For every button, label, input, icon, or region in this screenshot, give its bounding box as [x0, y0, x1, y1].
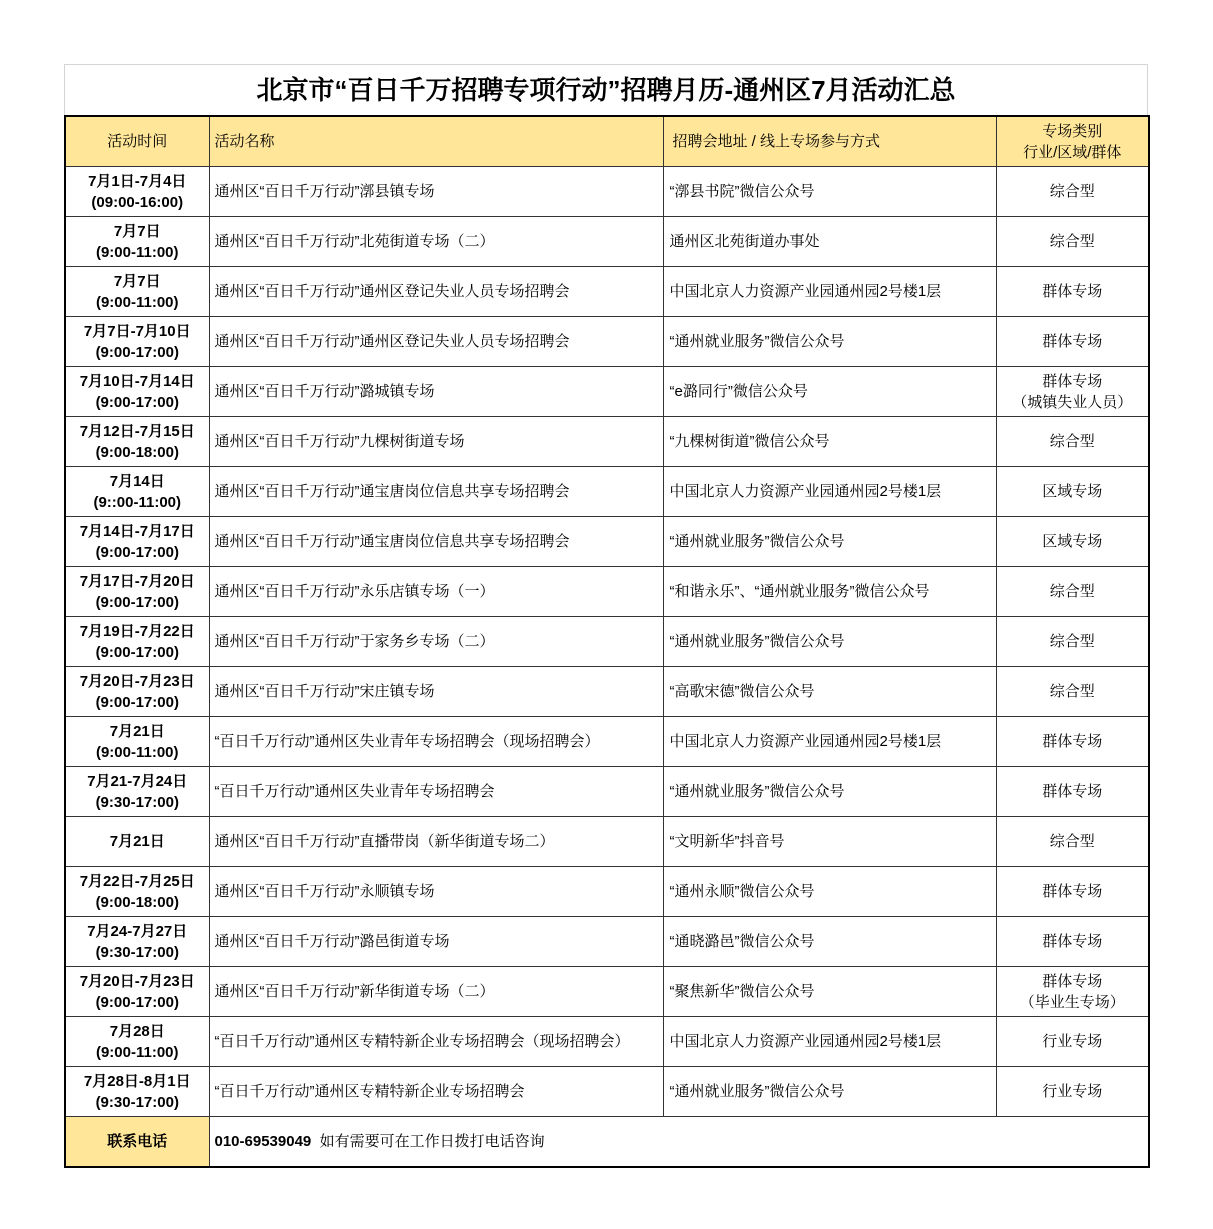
activity-category-cell	[996, 367, 1149, 417]
table-row	[65, 567, 1149, 617]
table-row	[65, 917, 1149, 967]
table-row	[65, 517, 1149, 567]
activity-category-cell	[996, 267, 1149, 317]
activity-address-cell: 中国北京人力资源产业园通州园2号楼1层	[663, 1017, 996, 1067]
activity-date: 7月14日-7月17日	[79, 522, 195, 540]
activity-name-cell: 通州区“百日千万行动”北苑街道专场（二）	[209, 217, 663, 267]
header-name: 活动名称	[209, 116, 663, 167]
activity-time-cell	[65, 767, 209, 817]
activity-hours: (9:00-17:00)	[95, 393, 179, 411]
activity-time-cell	[65, 517, 209, 567]
activity-address-cell: 中国北京人力资源产业园通州园2号楼1层	[663, 467, 996, 517]
contact-label: 联系电话	[65, 1117, 209, 1168]
activity-category-line: 综合型	[1049, 833, 1095, 850]
activity-time-cell	[65, 467, 209, 517]
activity-time-cell	[65, 217, 209, 267]
activity-category-cell	[996, 217, 1149, 267]
activity-category-cell	[996, 617, 1149, 667]
activity-hours: (9:00-17:00)	[95, 543, 179, 561]
table-row	[65, 317, 1149, 367]
activity-time-cell	[65, 267, 209, 317]
activity-time-cell	[65, 967, 209, 1017]
contact-value	[209, 1117, 1149, 1168]
table-row	[65, 1017, 1149, 1067]
activity-name-cell: “百日千万行动”通州区专精特新企业专场招聘会（现场招聘会）	[209, 1017, 663, 1067]
activity-date: 7月20日-7月23日	[79, 972, 195, 990]
activity-address-cell: “聚焦新华”微信公众号	[663, 967, 996, 1017]
activity-time-cell	[65, 317, 209, 367]
activity-hours: (9:30-17:00)	[95, 943, 179, 961]
activity-category-cell	[996, 767, 1149, 817]
contact-phone: 010-69539049	[214, 1133, 312, 1150]
table-row	[65, 617, 1149, 667]
activity-time-cell	[65, 1017, 209, 1067]
activity-hours: (9:00-17:00)	[95, 343, 179, 361]
table-row	[65, 167, 1149, 217]
activity-hours: (9:00-11:00)	[95, 293, 179, 311]
table-row	[65, 267, 1149, 317]
activity-hours: (9:00-17:00)	[95, 993, 179, 1011]
activity-category-line: 群体专场	[1042, 972, 1103, 990]
activity-category-line: 群体专场	[1042, 933, 1103, 950]
activity-address-cell: “通州永顺”微信公众号	[663, 867, 996, 917]
activity-time-cell	[65, 417, 209, 467]
activity-hours: (9:00-18:00)	[95, 443, 179, 461]
activity-time-cell	[65, 817, 209, 867]
activity-hours: (9:00-17:00)	[95, 693, 179, 711]
activity-date: 7月28日	[109, 1022, 165, 1040]
activity-hours: (9:00-17:00)	[95, 593, 179, 611]
activity-hours: (9:30-17:00)	[95, 793, 179, 811]
activity-address-cell: “e潞同行”微信公众号	[663, 367, 996, 417]
activity-category-line: 综合型	[1049, 183, 1095, 200]
activity-category-line: 区域专场	[1042, 533, 1103, 550]
activity-category-line: 综合型	[1049, 583, 1095, 600]
table-row	[65, 967, 1149, 1017]
activity-time-cell	[65, 667, 209, 717]
activity-name-cell: 通州区“百日千万行动”新华街道专场（二）	[209, 967, 663, 1017]
activity-hours: (9:00-18:00)	[95, 893, 179, 911]
activity-category-line: 群体专场	[1042, 333, 1103, 350]
activity-name-cell: 通州区“百日千万行动”永乐店镇专场（一）	[209, 567, 663, 617]
table-row	[65, 417, 1149, 467]
header-row	[65, 116, 1149, 167]
header-category-line2: 行业/区域/群体	[1023, 143, 1122, 161]
activity-address-cell: “通州就业服务”微信公众号	[663, 1067, 996, 1117]
activity-address-cell: 中国北京人力资源产业园通州园2号楼1层	[663, 717, 996, 767]
activity-name-cell: 通州区“百日千万行动”直播带岗（新华街道专场二）	[209, 817, 663, 867]
activity-category-cell	[996, 167, 1149, 217]
table-row	[65, 667, 1149, 717]
contact-row	[65, 1117, 1149, 1168]
table-row	[65, 867, 1149, 917]
table-row	[65, 817, 1149, 867]
activity-date: 7月21日	[109, 833, 165, 850]
activity-time-cell	[65, 717, 209, 767]
header-time: 活动时间	[65, 116, 209, 167]
activity-date: 7月17日-7月20日	[79, 572, 195, 590]
activity-date: 7月10日-7月14日	[79, 372, 195, 390]
activity-category-cell	[996, 467, 1149, 517]
activity-address-cell: “通州就业服务”微信公众号	[663, 517, 996, 567]
activity-name-cell: 通州区“百日千万行动”宋庄镇专场	[209, 667, 663, 717]
activity-category-cell	[996, 817, 1149, 867]
activity-name-cell: 通州区“百日千万行动”通州区登记失业人员专场招聘会	[209, 317, 663, 367]
activity-address-cell: “九棵树街道”微信公众号	[663, 417, 996, 467]
activity-name-cell: 通州区“百日千万行动”通宝唐岗位信息共享专场招聘会	[209, 517, 663, 567]
activity-category-cell	[996, 867, 1149, 917]
activity-time-cell	[65, 917, 209, 967]
activity-category-cell	[996, 517, 1149, 567]
activity-address-cell: “通晓潞邑”微信公众号	[663, 917, 996, 967]
activity-hours: (9:00-11:00)	[95, 243, 179, 261]
activity-category-cell	[996, 917, 1149, 967]
activity-time-cell	[65, 867, 209, 917]
activity-name-cell: “百日千万行动”通州区失业青年专场招聘会（现场招聘会）	[209, 717, 663, 767]
activity-name-cell: “百日千万行动”通州区专精特新企业专场招聘会	[209, 1067, 663, 1117]
header-category-line1: 专场类别	[1042, 122, 1103, 140]
activity-address-cell: 通州区北苑街道办事处	[663, 217, 996, 267]
activity-date: 7月20日-7月23日	[79, 672, 195, 690]
activity-name-cell: “百日千万行动”通州区失业青年专场招聘会	[209, 767, 663, 817]
activity-category-cell	[996, 967, 1149, 1017]
activity-category-line: 行业专场	[1042, 1033, 1103, 1050]
activity-category-line: 行业专场	[1042, 1083, 1103, 1100]
activity-date: 7月28日-8月1日	[83, 1072, 191, 1090]
header-category	[996, 116, 1149, 167]
schedule-table	[64, 115, 1150, 1168]
activity-date: 7月22日-7月25日	[79, 872, 195, 890]
table-row	[65, 217, 1149, 267]
table-row	[65, 467, 1149, 517]
activity-name-cell: 通州区“百日千万行动”于家务乡专场（二）	[209, 617, 663, 667]
activity-category-cell	[996, 417, 1149, 467]
activity-time-cell	[65, 167, 209, 217]
activity-address-cell: “高歌宋德”微信公众号	[663, 667, 996, 717]
table-row	[65, 367, 1149, 417]
activity-date: 7月14日	[109, 472, 165, 490]
activity-category-line: （毕业生专场）	[1019, 993, 1125, 1011]
activity-hours: (9:30-17:00)	[95, 1093, 179, 1111]
activity-category-line: 综合型	[1049, 433, 1095, 450]
activity-category-line: 群体专场	[1042, 883, 1103, 900]
activity-name-cell: 通州区“百日千万行动”通州区登记失业人员专场招聘会	[209, 267, 663, 317]
activity-hours: (9:00-11:00)	[95, 743, 179, 761]
activity-date: 7月7日	[113, 272, 161, 290]
activity-date: 7月21-7月24日	[87, 772, 188, 790]
activity-address-cell: “和谐永乐”、“通州就业服务”微信公众号	[663, 567, 996, 617]
activity-category-cell	[996, 317, 1149, 367]
activity-hours: (9:00-11:00)	[95, 1043, 179, 1061]
activity-category-line: 综合型	[1049, 683, 1095, 700]
activity-name-cell: 通州区“百日千万行动”漷县镇专场	[209, 167, 663, 217]
activity-category-cell	[996, 567, 1149, 617]
schedule-body	[65, 167, 1149, 1117]
activity-category-line: 综合型	[1049, 633, 1095, 650]
activity-category-cell	[996, 1017, 1149, 1067]
table-row	[65, 717, 1149, 767]
activity-date: 7月1日-7月4日	[88, 172, 187, 190]
activity-time-cell	[65, 1067, 209, 1117]
table-row	[65, 767, 1149, 817]
activity-address-cell: “通州就业服务”微信公众号	[663, 767, 996, 817]
activity-name-cell: 通州区“百日千万行动”永顺镇专场	[209, 867, 663, 917]
activity-category-line: 群体专场	[1042, 283, 1103, 300]
activity-date: 7月7日	[113, 222, 161, 240]
activity-date: 7月7日-7月10日	[83, 322, 191, 340]
activity-address-cell: 中国北京人力资源产业园通州园2号楼1层	[663, 267, 996, 317]
activity-time-cell	[65, 617, 209, 667]
activity-category-line: 群体专场	[1042, 783, 1103, 800]
activity-date: 7月19日-7月22日	[79, 622, 195, 640]
schedule-sheet	[64, 64, 1148, 1168]
contact-note: 如有需要可在工作日拨打电话咨询	[319, 1133, 545, 1150]
header-address: 招聘会地址 / 线上专场参与方式	[663, 116, 996, 167]
activity-date: 7月24-7月27日	[87, 922, 188, 940]
activity-time-cell	[65, 367, 209, 417]
table-row	[65, 1067, 1149, 1117]
activity-address-cell: “通州就业服务”微信公众号	[663, 617, 996, 667]
activity-date: 7月21日	[109, 722, 165, 740]
activity-category-line: 群体专场	[1042, 372, 1103, 390]
activity-category-line: 区域专场	[1042, 483, 1103, 500]
activity-name-cell: 通州区“百日千万行动”九棵树街道专场	[209, 417, 663, 467]
activity-hours: (9:00-17:00)	[95, 643, 179, 661]
activity-hours: (09:00-16:00)	[91, 193, 184, 211]
activity-address-cell: “文明新华”抖音号	[663, 817, 996, 867]
activity-category-cell	[996, 717, 1149, 767]
activity-name-cell: 通州区“百日千万行动”潞城镇专场	[209, 367, 663, 417]
activity-name-cell: 通州区“百日千万行动”通宝唐岗位信息共享专场招聘会	[209, 467, 663, 517]
activity-hours: (9::00-11:00)	[93, 493, 182, 511]
activity-category-line: 综合型	[1049, 233, 1095, 250]
activity-address-cell: “漷县书院”微信公众号	[663, 167, 996, 217]
activity-date: 7月12日-7月15日	[79, 422, 195, 440]
activity-category-line: 群体专场	[1042, 733, 1103, 750]
activity-category-cell	[996, 1067, 1149, 1117]
activity-category-line: （城镇失业人员）	[1012, 393, 1133, 411]
activity-name-cell: 通州区“百日千万行动”潞邑街道专场	[209, 917, 663, 967]
activity-category-cell	[996, 667, 1149, 717]
activity-address-cell: “通州就业服务”微信公众号	[663, 317, 996, 367]
activity-time-cell	[65, 567, 209, 617]
page-title: 北京市“百日千万招聘专项行动”招聘月历-通州区7月活动汇总	[64, 64, 1148, 115]
